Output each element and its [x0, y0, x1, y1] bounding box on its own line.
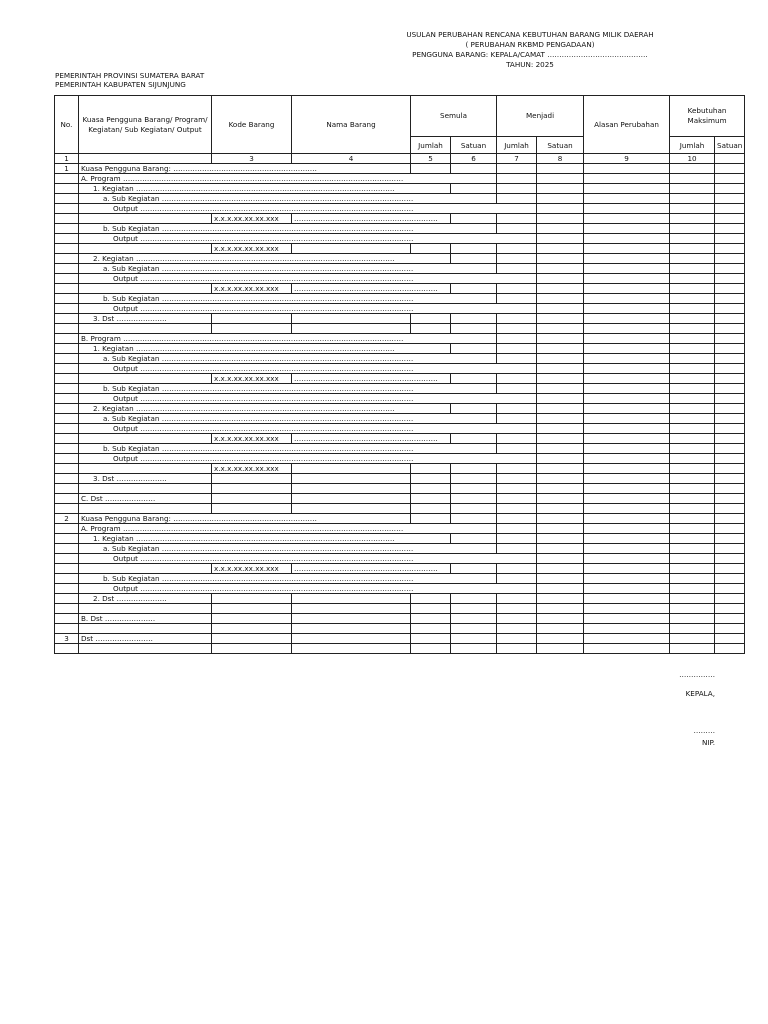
signature-title: KEPALA, — [685, 689, 715, 698]
kode-barang-cell: x.x.x.xx.xx.xx.xxx — [212, 214, 292, 224]
row-label: 1. Kegiatan ……………………………………………………………………………………………… — [79, 534, 451, 544]
row-label: Output …………………………………………………………………………………………………… — [79, 364, 537, 374]
table-row — [55, 644, 745, 654]
row-label: Output …………………………………………………………………………………………………… — [79, 454, 537, 464]
nama-barang-cell: …………………………………………………… — [292, 284, 451, 294]
col-number: 4 — [292, 154, 411, 164]
table-row — [55, 394, 745, 404]
table-row — [55, 224, 745, 234]
table-row — [55, 254, 745, 264]
header-alasan: Alasan Perubahan — [584, 96, 670, 154]
table-row — [55, 594, 745, 604]
header-menjadi-jumlah: Jumlah — [497, 137, 537, 154]
table-row — [55, 344, 745, 354]
table-row — [55, 384, 745, 394]
table-row — [55, 264, 745, 274]
col-number: 5 — [411, 154, 451, 164]
header-kode-barang: Kode Barang — [212, 96, 292, 154]
row-number: 1 — [55, 164, 79, 174]
header-menjadi-satuan: Satuan — [537, 137, 584, 154]
header-semula: Semula — [411, 96, 497, 137]
table-row — [55, 324, 745, 334]
column-numbers-row — [55, 154, 745, 164]
col-number: 9 — [584, 154, 670, 164]
kode-barang-cell: x.x.x.xx.xx.xx.xxx — [212, 564, 292, 574]
col-number: 3 — [212, 154, 292, 164]
doc-title-line2: ( PERUBAHAN RKBMD PENGADAAN) — [465, 40, 595, 49]
org-regency: PEMERINTAH KABUPATEN SIJUNJUNG — [55, 80, 186, 89]
row-label: a. Sub Kegiatan …………………………………………………………………………………………… — [79, 544, 497, 554]
row-label: 2. Dst ………………… — [79, 594, 212, 604]
table-row — [55, 204, 745, 214]
col-number: 10 — [670, 154, 715, 164]
kode-barang-cell: x.x.x.xx.xx.xx.xxx — [212, 464, 292, 474]
signature-name: ……… — [693, 726, 715, 735]
table-row — [55, 514, 745, 524]
signature-nip: NIP. — [702, 738, 715, 747]
table-row — [55, 444, 745, 454]
table-body — [55, 154, 745, 654]
table-row — [55, 454, 745, 464]
table-row — [55, 614, 745, 624]
table-row — [55, 234, 745, 244]
row-label: 3. Dst ………………… — [79, 314, 212, 324]
nama-barang-cell: …………………………………………………… — [292, 214, 451, 224]
table-row — [55, 544, 745, 554]
table-row — [55, 534, 745, 544]
table-row — [55, 194, 745, 204]
col-number — [79, 154, 212, 164]
table-row — [55, 524, 745, 534]
row-label: Kuasa Pengguna Barang: …………………………………………………… — [79, 514, 411, 524]
table-row — [55, 414, 745, 424]
row-label: B. Program ……………………………………………………………………………………………………… — [79, 334, 497, 344]
col-number: 1 — [55, 154, 79, 164]
row-label: b. Sub Kegiatan …………………………………………………………………………………………… — [79, 384, 497, 394]
table-row — [55, 304, 745, 314]
row-label: a. Sub Kegiatan …………………………………………………………………………………………… — [79, 194, 497, 204]
table-row — [55, 624, 745, 634]
row-label: Output …………………………………………………………………………………………………… — [79, 394, 537, 404]
table-row — [55, 244, 745, 254]
table-row — [55, 464, 745, 474]
doc-title-year: TAHUN: 2025 — [506, 60, 554, 69]
header-no: No. — [55, 96, 79, 154]
table-row — [55, 184, 745, 194]
rkbmd-table — [54, 95, 745, 654]
header-menjadi: Menjadi — [497, 96, 584, 137]
row-label: Output …………………………………………………………………………………………………… — [79, 234, 537, 244]
row-number: 3 — [55, 634, 79, 644]
col-number — [715, 154, 745, 164]
table-row — [55, 584, 745, 594]
header-semula-jumlah: Jumlah — [411, 137, 451, 154]
table-row — [55, 474, 745, 484]
row-label: b. Sub Kegiatan …………………………………………………………………………………………… — [79, 294, 497, 304]
row-number: 2 — [55, 514, 79, 524]
org-province: PEMERINTAH PROVINSI SUMATERA BARAT — [55, 71, 205, 80]
row-label: Output …………………………………………………………………………………………………… — [79, 584, 537, 594]
table-row — [55, 604, 745, 614]
table-row — [55, 284, 745, 294]
table-row — [55, 554, 745, 564]
row-label: 1. Kegiatan ……………………………………………………………………………………………… — [79, 344, 451, 354]
col-number: 8 — [537, 154, 584, 164]
kode-barang-cell: x.x.x.xx.xx.xx.xxx — [212, 374, 292, 384]
row-label: A. Program ……………………………………………………………………………………………………… — [79, 524, 497, 534]
row-label: b. Sub Kegiatan …………………………………………………………………………………………… — [79, 224, 497, 234]
table-row — [55, 424, 745, 434]
header-semula-satuan: Satuan — [451, 137, 497, 154]
row-label: Output …………………………………………………………………………………………………… — [79, 424, 537, 434]
header-nama-barang: Nama Barang — [292, 96, 411, 154]
header-kebutuhan-jumlah: Jumlah — [670, 137, 715, 154]
signature-place-date: …………… — [679, 670, 715, 679]
row-label: Output …………………………………………………………………………………………………… — [79, 304, 537, 314]
kode-barang-cell: x.x.x.xx.xx.xx.xxx — [212, 244, 292, 254]
table-row — [55, 504, 745, 514]
row-label: A. Program ……………………………………………………………………………………………………… — [79, 174, 497, 184]
kode-barang-cell: x.x.x.xx.xx.xx.xxx — [212, 284, 292, 294]
table-row — [55, 354, 745, 364]
row-label: B. Dst ………………… — [79, 614, 212, 624]
table-row — [55, 274, 745, 284]
nama-barang-cell: …………………………………………………… — [292, 374, 451, 384]
table-row — [55, 404, 745, 414]
table-row — [55, 334, 745, 344]
row-label: Output …………………………………………………………………………………………………… — [79, 554, 537, 564]
row-label: 3. Dst ………………… — [79, 474, 212, 484]
table-row — [55, 164, 745, 174]
row-label: a. Sub Kegiatan …………………………………………………………………………………………… — [79, 354, 497, 364]
table-row — [55, 434, 745, 444]
nama-barang-cell: …………………………………………………… — [292, 564, 451, 574]
kode-barang-cell: x.x.x.xx.xx.xx.xxx — [212, 434, 292, 444]
table-row — [55, 374, 745, 384]
row-label: a. Sub Kegiatan …………………………………………………………………………………………… — [79, 414, 497, 424]
row-label: a. Sub Kegiatan …………………………………………………………………………………………… — [79, 264, 497, 274]
table-row — [55, 364, 745, 374]
header-kuasa: Kuasa Pengguna Barang/ Program/ Kegiatan/ Sub Kegiatan/ Output — [79, 96, 212, 154]
row-label: Kuasa Pengguna Barang: …………………………………………………… — [79, 164, 411, 174]
row-label: 2. Kegiatan ……………………………………………………………………………………………… — [79, 404, 451, 414]
table-row — [55, 214, 745, 224]
doc-title-user: PENGGUNA BARANG: KEPALA/CAMAT …………………………………… — [412, 50, 648, 59]
row-label: Output …………………………………………………………………………………………………… — [79, 204, 537, 214]
table-row — [55, 494, 745, 504]
row-label: Dst …………………… — [79, 634, 212, 644]
table-row — [55, 484, 745, 494]
table-row — [55, 294, 745, 304]
table-row — [55, 574, 745, 584]
row-label: 1. Kegiatan ……………………………………………………………………………………………… — [79, 184, 451, 194]
row-label: C. Dst ………………… — [79, 494, 212, 504]
col-number: 6 — [451, 154, 497, 164]
col-number: 7 — [497, 154, 537, 164]
header-kebutuhan: Kebutuhan Maksimum — [670, 96, 745, 137]
table-wrapper — [54, 95, 743, 654]
table-row — [55, 564, 745, 574]
doc-title-line1: USULAN PERUBAHAN RENCANA KEBUTUHAN BARANG MILIK DAERAH — [406, 30, 654, 39]
table-row — [55, 314, 745, 324]
row-label: b. Sub Kegiatan …………………………………………………………………………………………… — [79, 444, 497, 454]
header-kebutuhan-satuan: Satuan — [715, 137, 745, 154]
table-row — [55, 634, 745, 644]
row-label: 2. Kegiatan ……………………………………………………………………………………………… — [79, 254, 451, 264]
row-label: Output …………………………………………………………………………………………………… — [79, 274, 537, 284]
row-label: b. Sub Kegiatan …………………………………………………………………………………………… — [79, 574, 497, 584]
table-row — [55, 174, 745, 184]
nama-barang-cell: …………………………………………………… — [292, 434, 451, 444]
